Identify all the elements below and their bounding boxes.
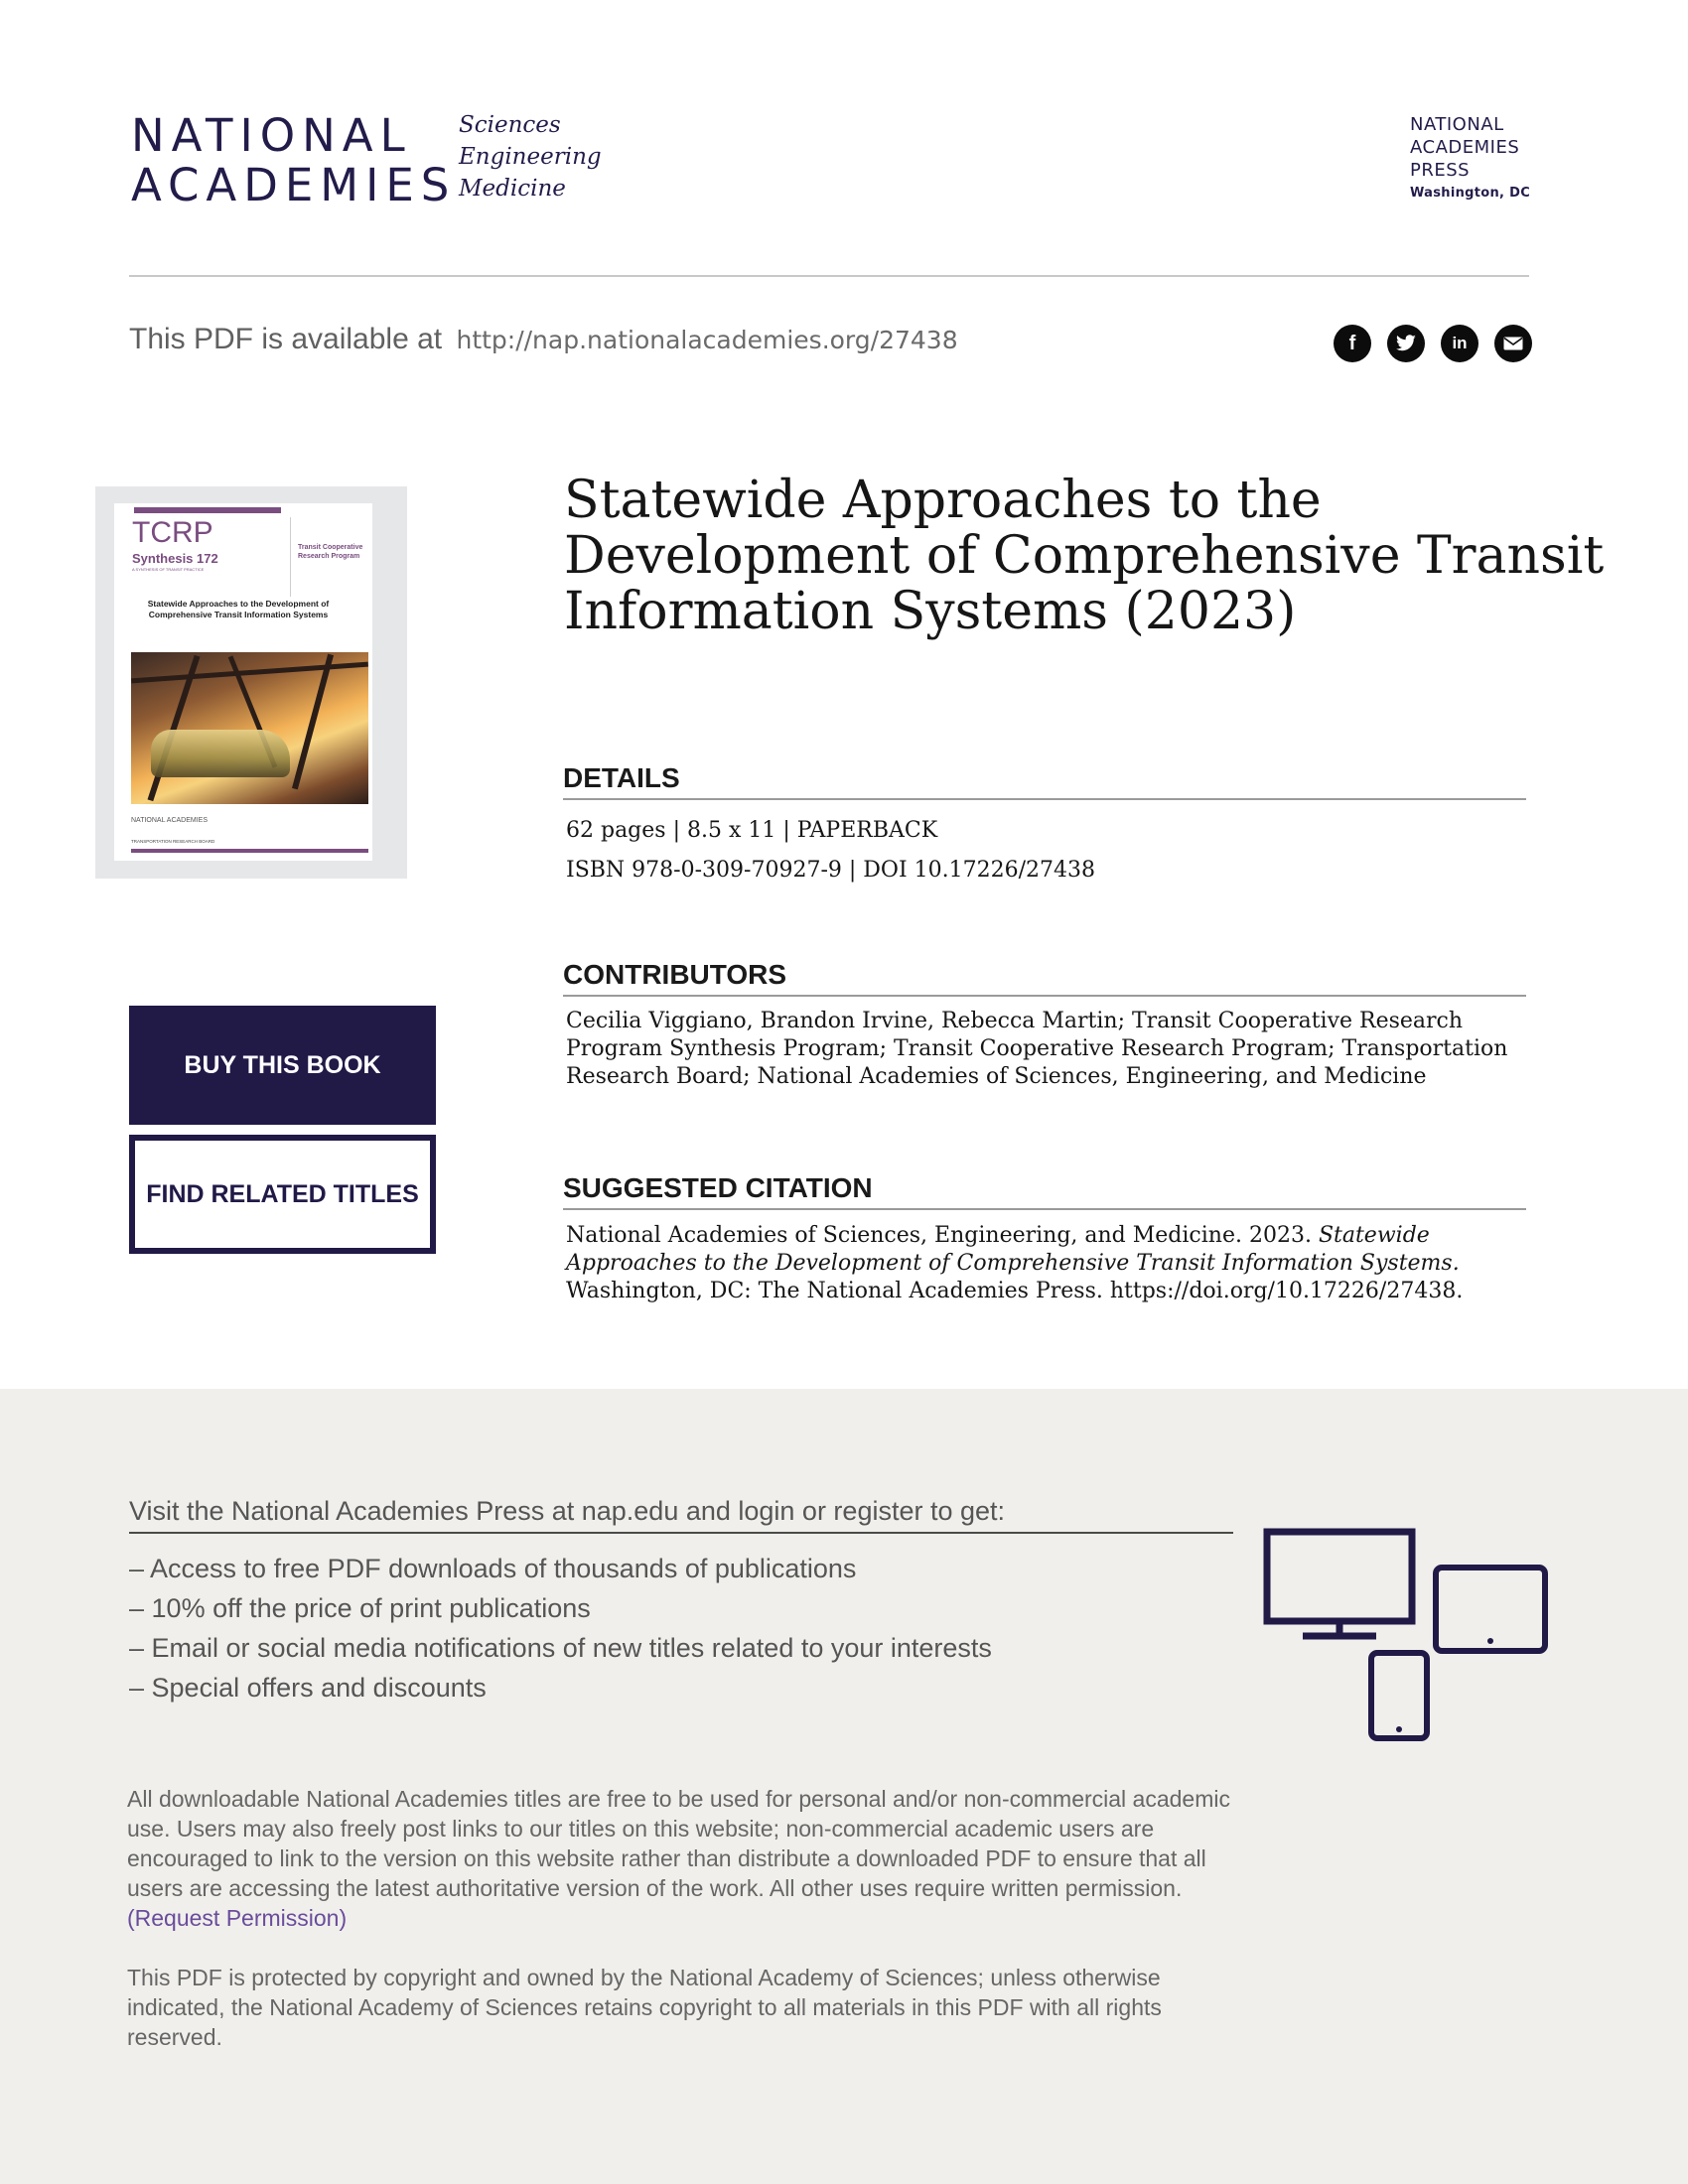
book-cover-image: [114, 503, 372, 861]
citation-publisher: Washington, DC: The National Academies Press. https://doi.org/10.17226/27438.: [566, 1279, 1464, 1303]
logo-line-2: ACADEMIES: [131, 159, 457, 211]
logo-sub-sciences: Sciences: [459, 112, 561, 138]
availability-url-link[interactable]: http://nap.nationalacademies.org/27438: [456, 326, 958, 354]
citation-title: Statewide Approaches to the Development of Comprehensive Transit Information Systems.: [566, 1223, 1460, 1276]
list-item: – Special offers and discounts: [129, 1673, 487, 1703]
press-line-2: ACADEMIES: [1410, 137, 1520, 158]
cover-series: TCRP: [132, 516, 213, 549]
facebook-icon[interactable]: f: [1334, 325, 1371, 362]
email-icon[interactable]: [1494, 325, 1532, 362]
list-item: – Access to free PDF downloads of thousands of publications: [129, 1554, 857, 1583]
availability-prefix: This PDF is available at: [129, 323, 443, 355]
availability-line: [129, 323, 958, 356]
logo-sub-medicine: Medicine: [459, 176, 566, 202]
find-related-titles-button[interactable]: FIND RELATED TITLES: [129, 1135, 436, 1254]
list-item: – Email or social media notifications of new titles related to your interests: [129, 1633, 992, 1663]
phone-icon: [1371, 1653, 1427, 1738]
phone-button: [1396, 1726, 1402, 1732]
contributors-text: Cecilia Viggiano, Brandon Irvine, Rebecca Martin; Transit Cooperative Research Program Synthesis Program; Transit Cooperative Research Program; Transportation Research Board; National Academies of Sciences, Engineering, and Medicine: [566, 1009, 1508, 1089]
book-title: Statewide Approaches to the Development of Comprehensive Transit Information Systems (2023): [564, 471, 1605, 641]
cover-title: Statewide Approaches to the Development of Comprehensive Transit Information Systems: [147, 599, 330, 619]
visit-nap-line: Visit the National Academies Press at nap.edu and login or register to get:: [129, 1496, 1233, 1534]
nap-press-logo: [1410, 113, 1530, 205]
devices-illustration: [1261, 1526, 1559, 1744]
cover-photo-train-on-bridge: [131, 652, 368, 804]
cover-program: Transit Cooperative Research Program: [298, 544, 363, 560]
citation-text: [566, 1222, 1519, 1305]
details-isbn-doi: ISBN 978-0-309-70927-9 | DOI 10.17226/27438: [566, 858, 1095, 883]
contributors-heading: CONTRIBUTORS: [563, 959, 1526, 997]
cover-footer-logo: NATIONAL ACADEMIES: [131, 817, 209, 824]
press-line-1: NATIONAL: [1410, 114, 1504, 135]
benefits-list: [129, 1549, 992, 1707]
details-body: [566, 817, 1519, 896]
tablet-button: [1487, 1638, 1493, 1644]
header-divider: [129, 275, 1529, 277]
national-academies-logo: [131, 111, 456, 210]
press-line-3: PRESS: [1410, 160, 1471, 181]
cover-synthesis: Synthesis 172: [132, 551, 218, 566]
twitter-icon[interactable]: [1387, 325, 1425, 362]
details-pages: 62 pages | 8.5 x 11 | PAPERBACK: [566, 818, 938, 843]
logo-subtitle: [459, 109, 602, 205]
details-heading: DETAILS: [563, 762, 1526, 800]
logo-sub-engineering: Engineering: [459, 144, 602, 170]
linkedin-icon[interactable]: in: [1441, 325, 1478, 362]
copyright-notice: This PDF is protected by copyright and owned by the National Academy of Sciences; unless otherwise indicated, the National Academy of Sciences retains copyright to all materials in this PDF with all rights reserved.: [127, 1965, 1162, 2050]
citation-heading: SUGGESTED CITATION: [563, 1172, 1526, 1210]
request-permission-link[interactable]: (Request Permission): [127, 1905, 348, 1931]
usage-terms: [127, 1784, 1239, 1933]
usage-terms-text: All downloadable National Academies titles are free to be used for personal and/or non-commercial academic use. Users may also freely post links to our titles on this website; non-commercial academic users are encouraged to link to the version on this website rather than distribute a downloaded PDF to ensure that all users are accessing the latest authoritative version of the work. All other uses require written permission.: [127, 1786, 1230, 1901]
cover-tagline: A SYNTHESIS OF TRANSIT PRACTICE: [132, 567, 205, 572]
buy-this-book-button[interactable]: BUY THIS BOOK: [129, 1006, 436, 1125]
press-city: Washington, DC: [1410, 186, 1531, 201]
list-item: – 10% off the price of print publications: [129, 1593, 591, 1623]
cover-footer-board: TRANSPORTATION RESEARCH BOARD: [131, 839, 215, 844]
logo-line-1: NATIONAL: [131, 109, 412, 162]
desktop-icon: [1267, 1532, 1412, 1636]
citation-authors: National Academies of Sciences, Engineering, and Medicine. 2023.: [566, 1223, 1319, 1248]
